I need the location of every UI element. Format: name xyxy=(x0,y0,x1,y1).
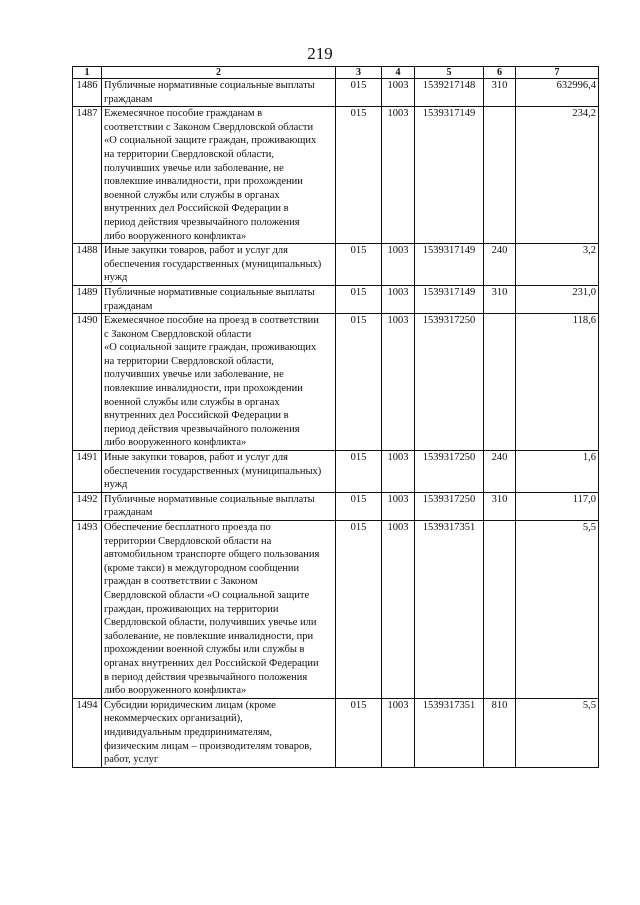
description-line: гражданам xyxy=(104,507,153,519)
description-line: соответствии с Законом Свердловской области xyxy=(104,121,314,133)
description-line: Иные закупки товаров, работ и услуг для xyxy=(104,452,288,464)
description-line: военной службы или службы в органах xyxy=(104,189,280,201)
department-code: 015 xyxy=(336,314,382,451)
description-line: повлекшие инвалидности, при прохождении xyxy=(104,176,303,188)
department-code: 015 xyxy=(336,79,382,107)
description-line: Публичные нормативные социальные выплаты xyxy=(104,493,315,505)
description-line: заболевание, не повлекшие инвалидности, при xyxy=(104,630,314,642)
amount-value: 117,0 xyxy=(516,492,599,520)
description-line: обеспечения государственных (муниципальных) xyxy=(104,258,322,270)
amount-value: 118,6 xyxy=(516,314,599,451)
amount-value: 5,5 xyxy=(516,698,599,767)
section-code: 1003 xyxy=(382,244,415,286)
expense-type-code xyxy=(484,107,516,244)
description-line: работ, услуг xyxy=(104,754,159,766)
table-header xyxy=(73,67,599,79)
section-code: 1003 xyxy=(382,492,415,520)
row-description xyxy=(102,244,336,286)
description-line: (кроме такси) в междугородном сообщении xyxy=(104,562,300,574)
description-line: автомобильном транспорте общего пользования xyxy=(104,549,320,561)
description-line: индивидуальным предпринимателям, xyxy=(104,726,272,738)
row-description xyxy=(102,314,336,451)
description-line: на территории Свердловской области, xyxy=(104,148,274,160)
description-line: «О социальной защите граждан, проживающих xyxy=(104,135,317,147)
description-line: граждан, проживающих на территории xyxy=(104,603,279,615)
description-line: период действия чрезвычайного положения xyxy=(104,216,300,228)
header-row xyxy=(73,67,599,79)
table-row xyxy=(73,285,599,313)
target-article-code: 1539317250 xyxy=(415,314,484,451)
description-line: либо вооруженного конфликта» xyxy=(104,437,247,449)
section-code: 1003 xyxy=(382,521,415,699)
row-description xyxy=(102,492,336,520)
row-description xyxy=(102,521,336,699)
column-header-2: 2 xyxy=(102,67,336,79)
table-row xyxy=(73,492,599,520)
table-row xyxy=(73,698,599,767)
amount-value: 632996,4 xyxy=(516,79,599,107)
table-row xyxy=(73,107,599,244)
description-line: Свердловской области, получивших увечье или xyxy=(104,617,317,629)
description-line: обеспечения государственных (муниципальных) xyxy=(104,465,322,477)
table-row xyxy=(73,79,599,107)
table-row xyxy=(73,521,599,699)
row-number: 1486 xyxy=(73,79,102,107)
description-line: получивших увечье или заболевание, не xyxy=(104,369,284,381)
description-line: внутренних дел Российской Федерации в xyxy=(104,410,289,422)
expense-type-code: 310 xyxy=(484,492,516,520)
department-code: 015 xyxy=(336,521,382,699)
table-row xyxy=(73,451,599,493)
department-code: 015 xyxy=(336,285,382,313)
description-line: внутренних дел Российской Федерации в xyxy=(104,203,289,215)
target-article-code: 1539317149 xyxy=(415,107,484,244)
description-line: органах внутренних дел Российской Федерации xyxy=(104,657,319,669)
row-description xyxy=(102,285,336,313)
description-line: Публичные нормативные социальные выплаты xyxy=(104,80,315,91)
section-code: 1003 xyxy=(382,285,415,313)
description-line: прохождении военной службы или службы в xyxy=(104,644,305,656)
column-header-5: 5 xyxy=(415,67,484,79)
amount-value: 231,0 xyxy=(516,285,599,313)
section-code: 1003 xyxy=(382,107,415,244)
expense-type-code: 240 xyxy=(484,451,516,493)
description-line: Иные закупки товаров, работ и услуг для xyxy=(104,245,288,257)
section-code: 1003 xyxy=(382,314,415,451)
description-line: на территории Свердловской области, xyxy=(104,355,274,367)
column-header-7: 7 xyxy=(516,67,599,79)
description-line: территории Свердловской области на xyxy=(104,535,272,547)
description-line: Субсидии юридическим лицам (кроме xyxy=(104,699,276,711)
expense-type-code: 810 xyxy=(484,698,516,767)
department-code: 015 xyxy=(336,492,382,520)
target-article-code: 1539317149 xyxy=(415,244,484,286)
row-number: 1489 xyxy=(73,285,102,313)
section-code: 1003 xyxy=(382,79,415,107)
amount-value: 234,2 xyxy=(516,107,599,244)
column-header-4: 4 xyxy=(382,67,415,79)
description-line: либо вооруженного конфликта» xyxy=(104,685,247,697)
description-line: некоммерческих организаций), xyxy=(104,713,243,725)
table-row xyxy=(73,244,599,286)
row-number: 1493 xyxy=(73,521,102,699)
target-article-code: 1539317149 xyxy=(415,285,484,313)
target-article-code: 1539317351 xyxy=(415,698,484,767)
row-description xyxy=(102,451,336,493)
description-line: гражданам xyxy=(104,300,153,312)
section-code: 1003 xyxy=(382,698,415,767)
expense-type-code xyxy=(484,521,516,699)
description-line: гражданам xyxy=(104,93,153,105)
description-line: Обеспечение бесплатного проезда по xyxy=(104,522,271,533)
column-header-1: 1 xyxy=(73,67,102,79)
expense-type-code: 310 xyxy=(484,79,516,107)
column-header-3: 3 xyxy=(336,67,382,79)
description-line: Ежемесячное пособие гражданам в xyxy=(104,108,263,120)
expense-type-code: 240 xyxy=(484,244,516,286)
table-body xyxy=(73,79,599,768)
target-article-code: 1539317250 xyxy=(415,451,484,493)
description-line: повлекшие инвалидности, при прохождении xyxy=(104,383,303,395)
description-line: «О социальной защите граждан, проживающих xyxy=(104,342,317,354)
department-code: 015 xyxy=(336,698,382,767)
description-line: с Законом Свердловской области xyxy=(104,328,252,340)
description-line: либо вооруженного конфликта» xyxy=(104,230,247,242)
description-line: физическим лицам – производителям товаров, xyxy=(104,740,312,752)
expense-type-code: 310 xyxy=(484,285,516,313)
description-line: военной службы или службы в органах xyxy=(104,396,280,408)
column-header-6: 6 xyxy=(484,67,516,79)
amount-value: 5,5 xyxy=(516,521,599,699)
description-line: в период действия чрезвычайного положения xyxy=(104,671,308,683)
row-number: 1490 xyxy=(73,314,102,451)
target-article-code: 1539317250 xyxy=(415,492,484,520)
row-description xyxy=(102,107,336,244)
description-line: Ежемесячное пособие на проезд в соответствии xyxy=(104,315,319,327)
department-code: 015 xyxy=(336,451,382,493)
department-code: 015 xyxy=(336,107,382,244)
description-line: период действия чрезвычайного положения xyxy=(104,423,300,435)
description-line: нужд xyxy=(104,479,128,491)
description-line: нужд xyxy=(104,272,128,284)
target-article-code: 1539317351 xyxy=(415,521,484,699)
amount-value: 3,2 xyxy=(516,244,599,286)
row-number: 1488 xyxy=(73,244,102,286)
row-description xyxy=(102,79,336,107)
table-row xyxy=(73,314,599,451)
expense-type-code xyxy=(484,314,516,451)
description-line: Публичные нормативные социальные выплаты xyxy=(104,286,315,298)
department-code: 015 xyxy=(336,244,382,286)
section-code: 1003 xyxy=(382,451,415,493)
row-number: 1487 xyxy=(73,107,102,244)
budget-table xyxy=(72,66,599,768)
description-line: получивших увечье или заболевание, не xyxy=(104,162,284,174)
row-number: 1491 xyxy=(73,451,102,493)
amount-value: 1,6 xyxy=(516,451,599,493)
row-description xyxy=(102,698,336,767)
row-number: 1494 xyxy=(73,698,102,767)
description-line: Свердловской области «О социальной защите xyxy=(104,589,310,601)
page-number: 219 xyxy=(307,44,333,63)
target-article-code: 1539217148 xyxy=(415,79,484,107)
description-line: граждан в соответствии с Законом xyxy=(104,576,258,588)
row-number: 1492 xyxy=(73,492,102,520)
